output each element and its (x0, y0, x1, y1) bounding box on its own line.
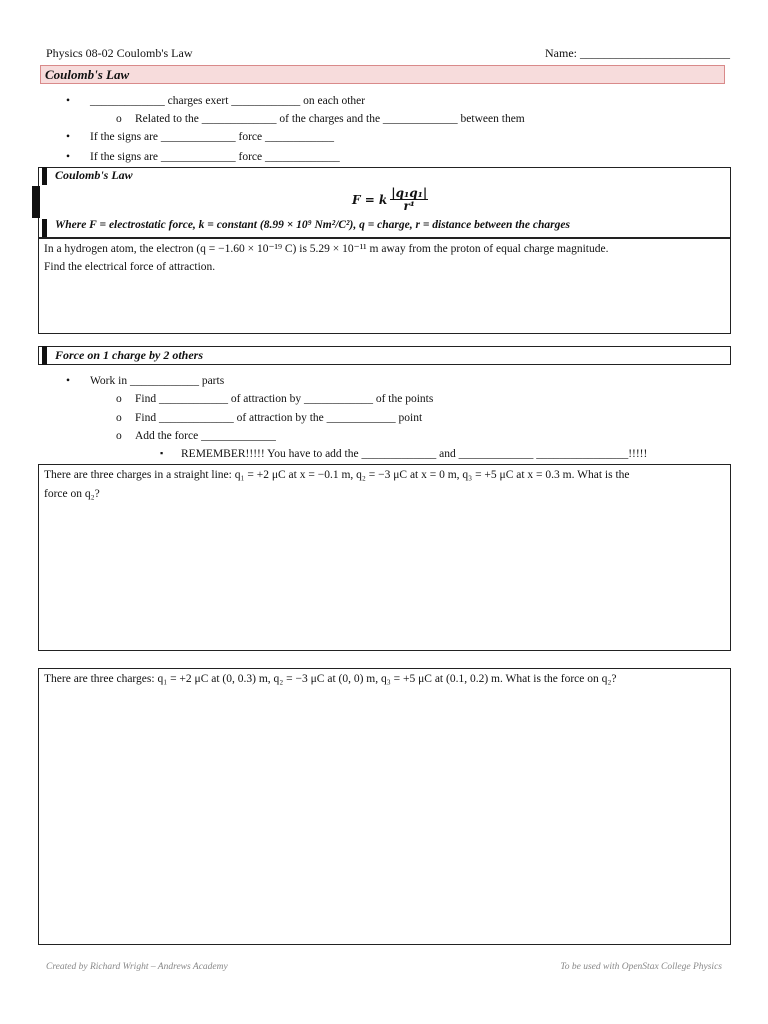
box-accent-bar (42, 167, 47, 185)
sub-sub-bullet-marker: ▪ (160, 448, 164, 458)
problem-2-line-1: There are three charges in a straight line: q₁ = +2 μC at x = −0.1 m, q₂ = −3 μC at x = 0 m, q₃ = +5 μC at x = 0.3 m. What is the (44, 469, 630, 481)
bullet-text: If the signs are _____________ force ____________ (90, 131, 335, 143)
sub-bullet-text: Add the force _____________ (135, 430, 276, 442)
formula-denominator: r¹ (403, 199, 416, 213)
sub-sub-bullet-text: REMEMBER!!!!! You have to add the _____________ and _____________ ________________!!!!! (181, 448, 648, 460)
document-title: Physics 08-02 Coulomb's Law (46, 46, 193, 60)
problem-3-line-1: There are three charges: q₁ = +2 μC at (0, 0.3) m, q₂ = −3 μC at (0, 0) m, q₃ = +5 μC at (0.1, 0.2) m. What is the force on q₂? (44, 673, 617, 685)
sub-bullet-marker: o (116, 113, 122, 125)
bullet-marker: • (66, 131, 71, 143)
bullet-text: If the signs are _____________ force _____________ (90, 151, 340, 163)
section-title-force-on-charge: Force on 1 charge by 2 others (55, 348, 203, 362)
sub-bullet-text: Find ____________ of attraction by ____________ of the points (135, 393, 434, 405)
problem-1-line-1: In a hydrogen atom, the electron (q = −1.60 × 10⁻¹⁹ C) is 5.29 × 10⁻¹¹ m away from the proton of equal charge magnitude. (44, 243, 609, 255)
sub-bullet-text: Find _____________ of attraction by the ____________ point (135, 412, 423, 424)
formula-fraction (390, 187, 428, 212)
box-accent-bar (32, 186, 40, 218)
bullet-text: _____________ charges exert ____________ on each other (90, 95, 366, 107)
bullet-marker: • (66, 95, 71, 107)
bullet-marker: • (66, 375, 71, 387)
law-box-title: Coulomb's Law (55, 168, 133, 182)
bullet-marker: • (66, 151, 71, 163)
footer-credit: Created by Richard Wright – Andrews Academy (46, 962, 228, 972)
problem-box-2d-charges (38, 668, 731, 945)
sub-bullet-marker: o (116, 393, 122, 405)
problem-box-straight-line (38, 464, 731, 651)
formula-definitions: Where F = electrostatic force, k = constant (8.99 × 10⁹ Nm²/C²), q = charge, r = distance between the charges (55, 219, 570, 231)
coulomb-formula (352, 187, 428, 212)
section-title-coulombs-law: Coulomb's Law (40, 65, 725, 84)
problem-1-line-2: Find the electrical force of attraction. (44, 261, 216, 273)
footer-source: To be used with OpenStax College Physics (560, 962, 722, 972)
name-field-label: Name: _________________________ (545, 46, 730, 60)
sub-bullet-marker: o (116, 412, 122, 424)
sub-bullet-text: Related to the _____________ of the charges and the _____________ between them (135, 113, 525, 125)
problem-2-line-2: force on q₂? (44, 488, 100, 500)
box-accent-bar (42, 219, 47, 237)
box-accent-bar (42, 346, 47, 365)
formula-numerator: |q₁q₁| (391, 186, 428, 200)
formula-lhs: F = k (352, 192, 388, 207)
sub-bullet-marker: o (116, 430, 122, 442)
bullet-text: Work in ____________ parts (90, 375, 225, 387)
